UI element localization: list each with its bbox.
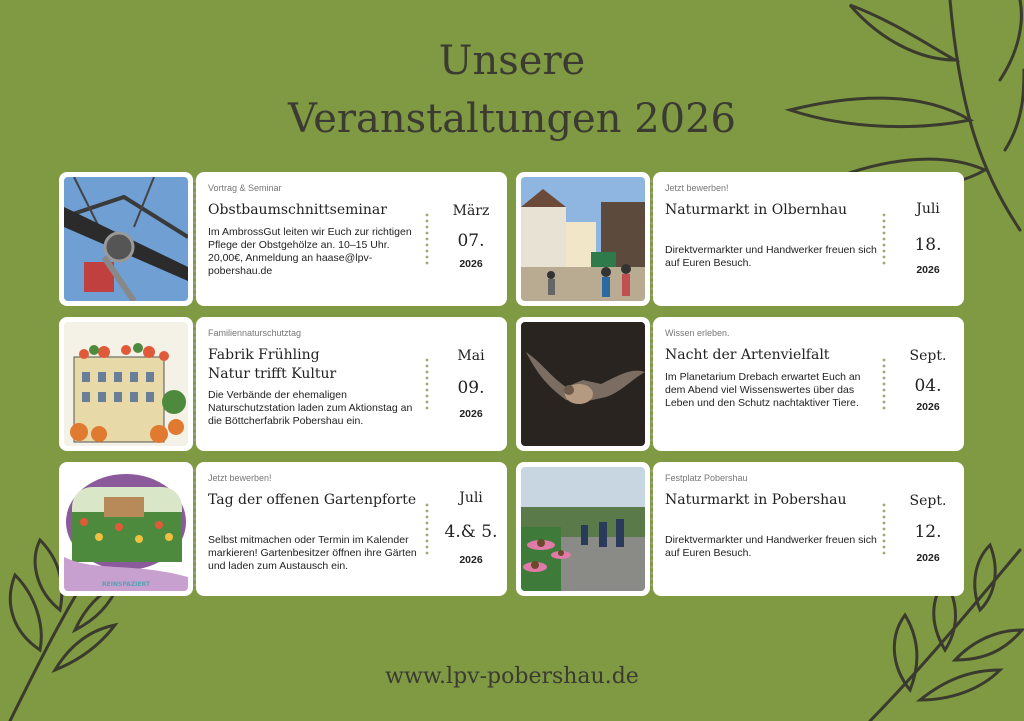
event-year: 2026	[916, 264, 940, 276]
event-title: Tag der offenen Gartenpforte	[208, 492, 417, 508]
event-year: 2026	[916, 401, 940, 413]
date-divider	[425, 212, 429, 266]
date-divider	[425, 502, 429, 556]
page-title-line2: Veranstaltungen 2026	[287, 96, 736, 142]
event-title: Obstbaumschnittseminar	[208, 202, 387, 218]
event-year: 2026	[459, 408, 483, 420]
date-divider	[425, 357, 429, 411]
factory-illustration	[59, 317, 193, 451]
event-year: 2026	[459, 258, 483, 270]
event-card-naturmarkt-olbernhau	[516, 172, 964, 306]
bat-photo	[516, 317, 650, 451]
event-title: Nacht der Artenvielfalt	[665, 347, 830, 363]
event-description: Selbst mitmachen oder Termin im Kalender markieren! Gartenbesitzer öffnen ihre Gärten und laden zum Austausch ein.	[208, 534, 417, 572]
event-category: Festplatz Pobershau	[665, 473, 748, 483]
event-body	[653, 172, 964, 306]
event-month: Juli	[459, 490, 483, 506]
event-category: Familiennaturschutztag	[208, 328, 302, 338]
date-divider	[882, 502, 886, 556]
event-card-fabrik-fruehling	[59, 317, 507, 451]
event-day: 18.	[914, 235, 942, 255]
date-divider	[882, 212, 886, 266]
event-card-obstbaumschnitt	[59, 172, 507, 306]
event-card-nacht-artenvielfalt	[516, 317, 964, 451]
event-category: Jetzt bewerben!	[208, 473, 272, 483]
event-card-offene-gartenpforte	[59, 462, 507, 596]
event-description: Im Planetarium Drebach erwartet Euch an dem Abend viel Wissenswertes über das Leben und den Schutz nachtaktiver Tiere.	[665, 371, 861, 409]
event-day: 12.	[914, 522, 942, 542]
event-year: 2026	[916, 552, 940, 564]
event-month: Mai	[457, 348, 485, 364]
event-body	[196, 172, 507, 306]
event-day: 04.	[914, 376, 942, 396]
event-day: 07.	[457, 231, 485, 251]
event-title: Fabrik Frühling Natur trifft Kultur	[208, 347, 337, 382]
event-card-naturmarkt-pobershau	[516, 462, 964, 596]
event-year: 2026	[459, 554, 483, 566]
garden-photo	[59, 462, 193, 596]
pruning-shears-photo	[59, 172, 193, 306]
event-body	[653, 462, 964, 596]
event-title: Naturmarkt in Olbernhau	[665, 202, 848, 218]
event-body	[196, 462, 507, 596]
event-title: Naturmarkt in Pobershau	[665, 492, 847, 508]
event-body	[196, 317, 507, 451]
event-description: Im AmbrossGut leiten wir Euch zur richtigen Pflege der Obstgehölze an. 10–15 Uhr. 20,00€, Anmeldung an haase@lpv-pobershau.de	[208, 226, 412, 277]
event-month: Juli	[916, 201, 940, 217]
event-category: Jetzt bewerben!	[665, 183, 729, 193]
event-description: Die Verbände der ehemaligen Naturschutzstation laden zum Aktionstag an die Böttcherfabrik Pobershau ein.	[208, 389, 413, 427]
page-title-line1: Unsere	[438, 38, 586, 84]
event-month: März	[452, 203, 490, 219]
event-category: Vortrag & Seminar	[208, 183, 282, 193]
event-category: Wissen erleben.	[665, 328, 730, 338]
event-description: Direktvermarkter und Handwerker freuen sich auf Euren Besuch.	[665, 244, 877, 269]
event-body	[653, 317, 964, 451]
event-month: Sept.	[909, 493, 947, 509]
event-month: Sept.	[909, 348, 947, 364]
date-divider	[882, 357, 886, 411]
photo-caption: REINSPAZIERT	[102, 581, 150, 588]
website-url[interactable]: www.lpv-pobershau.de	[385, 664, 639, 689]
event-day: 09.	[457, 378, 485, 398]
market-square-photo	[516, 172, 650, 306]
coneflower-market-photo	[516, 462, 650, 596]
event-description: Direktvermarkter und Handwerker freuen sich auf Euren Besuch.	[665, 534, 877, 559]
event-day: 4.& 5.	[444, 522, 498, 542]
